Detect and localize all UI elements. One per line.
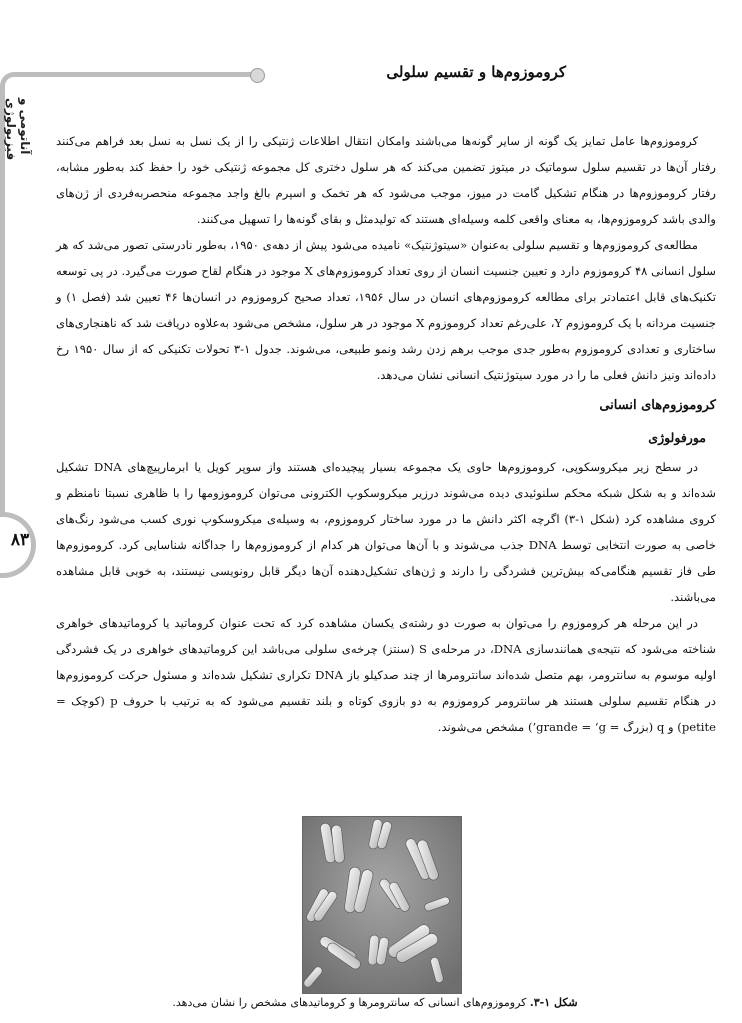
figure-caption [150, 996, 600, 1009]
paragraph-chromatids: در این مرحله هر کروموزوم را می‌توان به صورت دو رشته‌ی یکسان مشاهده کرد که تحت عنوان کروماتید یا کروماتیدهای خواهری شناخته می‌شود که نتیجه‌ی همانندسازی DNA، در مرحله‌ی S (سنتز) چرخه‌ی سلولی می‌باشد این کروماتیدهای خواهری در یک فشردگی اولیه موسوم به سانترومر، بهم متصل شده‌اند سانترومرها از چند صدکیلو باز DNA تکراری تشکیل شده‌اند و مسئول حرکت کروموزوم‌ها در هنگام تقسیم سلولی هستند هر سانترومر کروموزوم به دو بازوی کوتاه و بلند تقسیم می‌شود که به ترتیب با حروف p (کوچک = petite) و q (بزرگ = grande = ‘g’) مشخص می‌شوند. [56, 616, 717, 734]
caption-label: شکل ۱-۳. [529, 996, 578, 1009]
subsection-heading: مورفولوژی [648, 430, 706, 445]
frame-dot [250, 68, 265, 83]
main-content [56, 128, 716, 740]
chapter-title: کروموزوم‌ها و تقسیم سلولی [386, 63, 566, 81]
caption-text: کروموزوم‌های انسانی که سانترومرها و کروماتیدهای مشخص را نشان می‌دهد. [172, 996, 530, 1009]
section-heading: کروموزوم‌های انسانی [599, 398, 716, 413]
paragraph-morphology: در سطح زیر میکروسکوپی، کروموزوم‌ها حاوی یک مجموعه بسیار پیچیده‌ای هستند واز سوپر کویل یا ابرمارپیچ‌های DNA تشکیل شده‌اند و به شکل شبکه محکم سلنوئیدی دیده می‌شوند درزیر میکروسکوپ الکترونی می‌توان کروموزومها را با ظاهری نسبتا نامنظم و کروی مشاهده کرد (شکل ۱-۳) اگرچه اکثر دانش ما در مورد ساختار کروموزوم، به وسیله‌ی میکروسکوپ نوری کسب می‌شود رنگ‌های خاصی به صورت انتخابی توسط DNA جذب می‌شوند و با آن‌ها می‌توان هر کدام از کروموزوم‌ها را جداگانه شناسایی کرد. کروموزوم‌ها طی فاز تقسیم هنگامی‌که بیش‌ترین فشردگی را دارند و ژن‌های تشکیل‌دهنده آن‌ها دیگر قابل رونویسی نیستند، به خوبی قابل مشاهده می‌باشند. [56, 460, 716, 604]
side-running-label: آناتومی و فیزیولوژی [4, 98, 32, 161]
chromosome-micrograph [302, 816, 462, 994]
page-number: ۸۳ [10, 530, 30, 550]
paragraph-cytogenetics: مطالعه‌ی کروموزوم‌ها و تقسیم سلولی به‌عنوان «سیتوژنتیک» نامیده می‌شود پیش از دهه‌ی ۱۹۵۰، به‌طور نادرستی تصور می‌شد که هر سلول انسانی ۴۸ کروموزوم دارد و تعیین جنسیت انسان از روی تعداد کروموزوم‌های X موجود در هنگام لقاح صورت می‌گیرد. در پی توسعه تکنیک‌های قابل اعتمادتر برای مطالعه کروموزوم‌های انسان در سال ۱۹۵۶، تعداد صحیح کروموزوم در انسان‌ها ۴۶ تعیین شد (فصل ۱) و جنسیت مردانه با یک کروموزوم Y، علی‌رغم تعداد کروموزوم X موجود در هر سلول، مشخص می‌شود به‌علاوه دریافت شد که ناهنجاری‌های ساختاری و تعدادی کروموزوم به‌طور جدی موجب برهم زدن رشد ونمو طبیعی، می‌شوند. جدول ۱-۳ تحولات تکنیکی که از سال ۱۹۵۰ رخ داده‌اند ونیز دانش فعلی ما را در مورد سیتوژنتیک انسانی نشان می‌دهد. [56, 238, 716, 382]
paragraph-intro: کروموزوم‌ها عامل تمایز یک گونه از سایر گونه‌ها می‌باشند وامکان انتقال اطلاعات ژنتیکی را از یک نسل به نسل بعد فراهم می‌کنند رفتار آن‌ها در تقسیم سلول سوماتیک در میتوز تضمین می‌کند که هر سلول دختری کل مجموعه ژنتیکی خود را حفظ کند به‌طور مشابه، رفتار کروموزوم‌ها در هنگام تشکیل گامت در میوز، موجب می‌شود که هر تخمک و اسپرم بالغ واجد مجموعه منحصربه‌فردی از ژن‌های والدی باشد کروموزوم‌ها، به معنای واقعی کلمه وسیله‌ای هستند که تولیدمثل و بقای گونه‌ها را تسهیل می‌کنند. [56, 134, 716, 226]
page-frame-top [0, 72, 258, 86]
